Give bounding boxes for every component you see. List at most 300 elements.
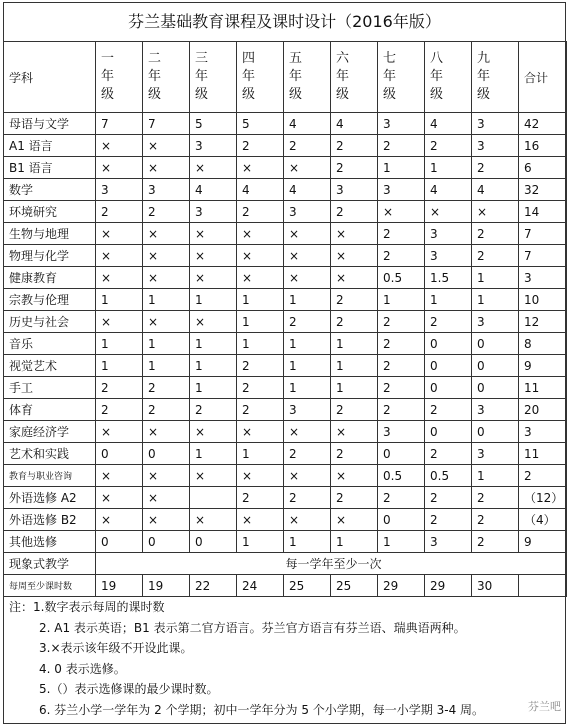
weekly-hours-cell: 19: [143, 575, 190, 597]
header-grade-char: 级: [101, 87, 115, 102]
header-grade-char: 七: [383, 51, 397, 66]
header-grade-2: [143, 42, 190, 113]
table-row: [4, 267, 567, 289]
weekly-hours-cell: 22: [190, 575, 237, 597]
subject-name: 音乐: [4, 333, 96, 355]
hours-cell: 3: [472, 443, 519, 465]
phenomenon-text: 每一学年至少一次: [96, 553, 567, 575]
header-grade-char: 年: [477, 69, 491, 84]
hours-cell: 3: [190, 135, 237, 157]
total-cell: 42: [519, 113, 567, 135]
hours-cell: 0: [143, 443, 190, 465]
hours-cell: ×: [96, 245, 143, 267]
hours-cell: 1: [143, 333, 190, 355]
total-cell: 6: [519, 157, 567, 179]
hours-cell: 1: [472, 465, 519, 487]
total-cell: （12）: [519, 487, 567, 509]
header-grade-char: 三: [195, 51, 209, 66]
hours-cell: ×: [96, 157, 143, 179]
hours-cell: 0: [425, 355, 472, 377]
hours-cell: 2: [425, 135, 472, 157]
header-grade-char: 年: [148, 69, 162, 84]
hours-cell: ×: [190, 465, 237, 487]
hours-cell: 2: [378, 135, 425, 157]
table-title: 芬兰基础教育课程及课时设计（2016年版）: [3, 2, 566, 42]
hours-cell: 1: [190, 355, 237, 377]
hours-cell: 2: [284, 311, 331, 333]
hours-cell: 1: [378, 157, 425, 179]
hours-cell: ×: [237, 421, 284, 443]
header-grade-char: 年: [242, 69, 256, 84]
hours-cell: 3: [331, 179, 378, 201]
hours-cell: 2: [378, 223, 425, 245]
hours-cell: ×: [237, 223, 284, 245]
hours-cell: ×: [237, 245, 284, 267]
header-grade-char: 级: [336, 87, 350, 102]
table-row: [4, 465, 567, 487]
hours-cell: 2: [472, 509, 519, 531]
hours-cell: 2: [472, 531, 519, 553]
header-grade-1: [96, 42, 143, 113]
weekly-hours-cell: 29: [425, 575, 472, 597]
table-row: [4, 179, 567, 201]
hours-cell: 1: [378, 531, 425, 553]
table-row: [4, 223, 567, 245]
hours-cell: ×: [143, 509, 190, 531]
subject-name: 教育与职业咨询: [4, 465, 96, 487]
hours-cell: 0: [472, 333, 519, 355]
hours-cell: 2: [284, 135, 331, 157]
hours-cell: ×: [284, 267, 331, 289]
subject-name: 体育: [4, 399, 96, 421]
hours-cell: 2: [378, 377, 425, 399]
hours-cell: ×: [143, 157, 190, 179]
hours-cell: ×: [237, 509, 284, 531]
curriculum-table: [3, 41, 567, 597]
header-grade-char: 一: [101, 51, 115, 66]
hours-cell: 2: [331, 157, 378, 179]
weekly-hours-cell: 29: [378, 575, 425, 597]
hours-cell: ×: [284, 421, 331, 443]
hours-cell: 1: [237, 311, 284, 333]
hours-cell: 3: [472, 135, 519, 157]
weekly-hours-cell: 19: [96, 575, 143, 597]
hours-cell: 3: [96, 179, 143, 201]
subject-name: 现象式教学: [4, 553, 96, 575]
hours-cell: 1: [331, 531, 378, 553]
hours-cell: ×: [143, 245, 190, 267]
table-row: [4, 509, 567, 531]
hours-cell: 1: [472, 289, 519, 311]
hours-cell: 1: [143, 355, 190, 377]
hours-cell: 3: [378, 179, 425, 201]
hours-cell: ×: [96, 487, 143, 509]
hours-cell: ×: [331, 509, 378, 531]
hours-cell: 1: [96, 289, 143, 311]
hours-cell: ×: [96, 135, 143, 157]
hours-cell: 1: [425, 289, 472, 311]
hours-cell: 1: [237, 531, 284, 553]
hours-cell: 2: [96, 201, 143, 223]
hours-cell: 1: [425, 157, 472, 179]
header-grade-5: [284, 42, 331, 113]
hours-cell: 3: [284, 201, 331, 223]
header-grade-char: 四: [242, 51, 256, 66]
hours-cell: 2: [378, 487, 425, 509]
phenomenon-row: [4, 553, 567, 575]
hours-cell: 4: [331, 113, 378, 135]
hours-cell: 0: [472, 421, 519, 443]
hours-cell: 2: [425, 509, 472, 531]
header-grade-char: 年: [430, 69, 444, 84]
header-grade-char: 年: [101, 69, 115, 84]
hours-cell: 2: [378, 333, 425, 355]
hours-cell: ×: [190, 223, 237, 245]
hours-cell: ×: [143, 267, 190, 289]
hours-cell: 4: [472, 179, 519, 201]
header-grade-char: 级: [242, 87, 256, 102]
hours-cell: 1: [143, 289, 190, 311]
subject-name: 健康教育: [4, 267, 96, 289]
hours-cell: 3: [472, 311, 519, 333]
header-grade-char: 九: [477, 51, 491, 66]
hours-cell: 1: [237, 443, 284, 465]
hours-cell: 1: [331, 333, 378, 355]
hours-cell: 0: [143, 531, 190, 553]
subject-name: 视觉艺术: [4, 355, 96, 377]
hours-cell: 2: [472, 245, 519, 267]
hours-cell: 0.5: [378, 267, 425, 289]
table-row: [4, 443, 567, 465]
hours-cell: ×: [284, 465, 331, 487]
header-grade-8: [425, 42, 472, 113]
total-cell: 11: [519, 443, 567, 465]
header-grade-3: [190, 42, 237, 113]
table-row: [4, 201, 567, 223]
total-cell: 3: [519, 421, 567, 443]
hours-cell: ×: [472, 201, 519, 223]
hours-cell: 2: [237, 487, 284, 509]
header-grade-char: 五: [289, 51, 303, 66]
header-grade-char: 级: [195, 87, 209, 102]
hours-cell: 1: [331, 377, 378, 399]
hours-cell: 3: [472, 113, 519, 135]
table-row: [4, 157, 567, 179]
hours-cell: 2: [378, 245, 425, 267]
hours-cell: 1: [190, 333, 237, 355]
hours-cell: ×: [96, 223, 143, 245]
subject-name: 其他选修: [4, 531, 96, 553]
hours-cell: 1: [284, 333, 331, 355]
hours-cell: 4: [237, 179, 284, 201]
hours-cell: 3: [143, 179, 190, 201]
hours-cell: 3: [425, 223, 472, 245]
total-cell: 10: [519, 289, 567, 311]
header-grade-4: [237, 42, 284, 113]
hours-cell: 0.5: [378, 465, 425, 487]
hours-cell: 1: [190, 289, 237, 311]
hours-cell: 5: [190, 113, 237, 135]
header-grade-char: 六: [336, 51, 350, 66]
total-cell: 9: [519, 355, 567, 377]
hours-cell: ×: [284, 509, 331, 531]
hours-cell: ×: [96, 465, 143, 487]
weekly-hours-cell: 30: [472, 575, 519, 597]
total-cell: 20: [519, 399, 567, 421]
note-line: 2. A1 表示英语；B1 表示第二官方语言。芬兰官方语言有芬兰语、瑞典语两种。: [39, 620, 466, 635]
hours-cell: 2: [331, 201, 378, 223]
hours-cell: ×: [331, 223, 378, 245]
total-cell: 3: [519, 267, 567, 289]
hours-cell: ×: [190, 311, 237, 333]
hours-cell: 2: [472, 157, 519, 179]
total-cell: 16: [519, 135, 567, 157]
hours-cell: 2: [331, 443, 378, 465]
watermark-text: 芬兰吧: [528, 700, 561, 713]
hours-cell: 2: [425, 311, 472, 333]
hours-cell: ×: [237, 267, 284, 289]
total-cell: 9: [519, 531, 567, 553]
total-cell: 7: [519, 223, 567, 245]
hours-cell: ×: [284, 223, 331, 245]
hours-cell: ×: [190, 421, 237, 443]
hours-cell: 2: [237, 355, 284, 377]
hours-cell: 1: [284, 531, 331, 553]
hours-cell: 0: [378, 509, 425, 531]
hours-cell: 2: [378, 311, 425, 333]
hours-cell: ×: [96, 421, 143, 443]
total-cell: 12: [519, 311, 567, 333]
subject-name: 每周至少课时数: [4, 575, 96, 597]
header-row: [4, 42, 567, 113]
hours-cell: 2: [378, 399, 425, 421]
hours-cell: [190, 487, 237, 509]
subject-name: 数学: [4, 179, 96, 201]
hours-cell: 1: [472, 267, 519, 289]
hours-cell: 1: [190, 443, 237, 465]
header-grade-7: [378, 42, 425, 113]
hours-cell: 2: [143, 377, 190, 399]
hours-cell: 0: [96, 443, 143, 465]
hours-cell: 2: [237, 399, 284, 421]
hours-cell: 1: [378, 289, 425, 311]
note-line: 3.×表示该年级不开设此课。: [39, 641, 193, 655]
note-line: 5.（）表示选修课的最少课时数。: [39, 682, 219, 696]
subject-name: B1 语言: [4, 157, 96, 179]
hours-cell: ×: [237, 157, 284, 179]
hours-cell: 2: [284, 487, 331, 509]
hours-cell: ×: [143, 311, 190, 333]
hours-cell: 2: [425, 399, 472, 421]
subject-name: 外语选修 B2: [4, 509, 96, 531]
header-grade-6: [331, 42, 378, 113]
hours-cell: 1: [284, 377, 331, 399]
subject-name: 物理与化学: [4, 245, 96, 267]
hours-cell: 0: [472, 377, 519, 399]
hours-cell: 1: [237, 333, 284, 355]
subject-name: 手工: [4, 377, 96, 399]
header-grade-char: 级: [477, 87, 491, 102]
hours-cell: 0: [425, 333, 472, 355]
hours-cell: 2: [378, 355, 425, 377]
hours-cell: 2: [96, 399, 143, 421]
hours-cell: 2: [472, 223, 519, 245]
hours-cell: 2: [331, 487, 378, 509]
hours-cell: 2: [237, 135, 284, 157]
hours-cell: ×: [237, 465, 284, 487]
header-grade-9: [472, 42, 519, 113]
weekly-hours-cell: 25: [331, 575, 378, 597]
hours-cell: ×: [143, 223, 190, 245]
hours-cell: 3: [378, 113, 425, 135]
total-cell: 8: [519, 333, 567, 355]
table-row: [4, 311, 567, 333]
subject-name: 宗教与伦理: [4, 289, 96, 311]
hours-cell: 2: [237, 377, 284, 399]
subject-name: 家庭经济学: [4, 421, 96, 443]
subject-name: 环境研究: [4, 201, 96, 223]
hours-cell: 4: [425, 113, 472, 135]
hours-cell: 2: [284, 443, 331, 465]
header-grade-char: 年: [289, 69, 303, 84]
table-row: [4, 399, 567, 421]
subject-name: 艺术和实践: [4, 443, 96, 465]
hours-cell: 0.5: [425, 465, 472, 487]
subject-name: A1 语言: [4, 135, 96, 157]
note-line: 4. 0 表示选修。: [39, 661, 126, 676]
hours-cell: ×: [190, 157, 237, 179]
subject-name: 母语与文学: [4, 113, 96, 135]
hours-cell: 0: [96, 531, 143, 553]
hours-cell: ×: [96, 311, 143, 333]
hours-cell: ×: [425, 201, 472, 223]
hours-cell: ×: [143, 487, 190, 509]
hours-cell: 2: [472, 487, 519, 509]
hours-cell: 2: [425, 487, 472, 509]
hours-cell: 3: [425, 531, 472, 553]
total-cell: 2: [519, 465, 567, 487]
hours-cell: 1: [284, 289, 331, 311]
hours-cell: ×: [143, 135, 190, 157]
hours-cell: ×: [331, 421, 378, 443]
hours-cell: 0: [190, 531, 237, 553]
header-subject: 学科: [4, 42, 96, 113]
hours-cell: 2: [331, 135, 378, 157]
hours-cell: ×: [190, 267, 237, 289]
table-row: [4, 531, 567, 553]
hours-cell: 4: [425, 179, 472, 201]
hours-cell: 2: [96, 377, 143, 399]
hours-cell: 0: [425, 377, 472, 399]
subject-name: 历史与社会: [4, 311, 96, 333]
table-row: [4, 289, 567, 311]
hours-cell: 2: [143, 201, 190, 223]
hours-cell: 0: [378, 443, 425, 465]
hours-cell: 1: [331, 355, 378, 377]
total-cell: 11: [519, 377, 567, 399]
hours-cell: 0: [425, 421, 472, 443]
hours-cell: 1: [284, 355, 331, 377]
hours-cell: ×: [96, 267, 143, 289]
hours-cell: 3: [190, 201, 237, 223]
hours-cell: 4: [190, 179, 237, 201]
hours-cell: ×: [96, 509, 143, 531]
hours-cell: 0: [472, 355, 519, 377]
hours-cell: 1: [237, 289, 284, 311]
hours-cell: 2: [425, 443, 472, 465]
hours-cell: 1: [190, 377, 237, 399]
header-grade-char: 年: [383, 69, 397, 84]
header-grade-char: 级: [148, 87, 162, 102]
hours-cell: ×: [143, 465, 190, 487]
table-row: [4, 113, 567, 135]
hours-cell: 5: [237, 113, 284, 135]
hours-cell: 1: [96, 333, 143, 355]
hours-cell: 1.5: [425, 267, 472, 289]
header-grade-char: 级: [289, 87, 303, 102]
header-grade-char: 八: [430, 51, 444, 66]
hours-cell: ×: [190, 245, 237, 267]
subject-name: 生物与地理: [4, 223, 96, 245]
weekly-hours-cell: 25: [284, 575, 331, 597]
hours-cell: ×: [190, 509, 237, 531]
subject-name: 外语选修 A2: [4, 487, 96, 509]
table-row: [4, 135, 567, 157]
header-total: 合计: [519, 42, 567, 113]
header-grade-char: 二: [148, 51, 162, 66]
table-row: [4, 333, 567, 355]
hours-cell: 2: [331, 311, 378, 333]
hours-cell: 2: [331, 289, 378, 311]
hours-cell: 2: [237, 201, 284, 223]
hours-cell: 3: [472, 399, 519, 421]
hours-cell: 7: [96, 113, 143, 135]
note-line: 6. 芬兰小学一学年为 2 个学期；初中一学年分为 5 个小学期，每一小学期 3-4 周。: [39, 702, 485, 717]
note-line: 注：1.数字表示每周的课时数: [9, 600, 165, 614]
hours-cell: 2: [190, 399, 237, 421]
table-row: [4, 245, 567, 267]
hours-cell: 2: [331, 399, 378, 421]
hours-cell: ×: [331, 465, 378, 487]
header-grade-char: 年: [195, 69, 209, 84]
hours-cell: ×: [284, 157, 331, 179]
hours-cell: ×: [331, 267, 378, 289]
notes-section: [3, 593, 566, 724]
hours-cell: 1: [96, 355, 143, 377]
hours-cell: 3: [425, 245, 472, 267]
table-row: [4, 355, 567, 377]
table-row: [4, 377, 567, 399]
total-cell: 7: [519, 245, 567, 267]
hours-cell: ×: [143, 421, 190, 443]
hours-cell: ×: [378, 201, 425, 223]
total-cell: 32: [519, 179, 567, 201]
header-grade-char: 级: [383, 87, 397, 102]
hours-cell: 4: [284, 113, 331, 135]
table-row: [4, 487, 567, 509]
table-row: [4, 421, 567, 443]
hours-cell: 7: [143, 113, 190, 135]
hours-cell: 4: [284, 179, 331, 201]
hours-cell: 2: [143, 399, 190, 421]
hours-cell: 3: [378, 421, 425, 443]
hours-cell: ×: [284, 245, 331, 267]
total-cell: （4）: [519, 509, 567, 531]
weekly-hours-cell: 24: [237, 575, 284, 597]
total-cell: 14: [519, 201, 567, 223]
hours-cell: ×: [331, 245, 378, 267]
header-grade-char: 级: [430, 87, 444, 102]
